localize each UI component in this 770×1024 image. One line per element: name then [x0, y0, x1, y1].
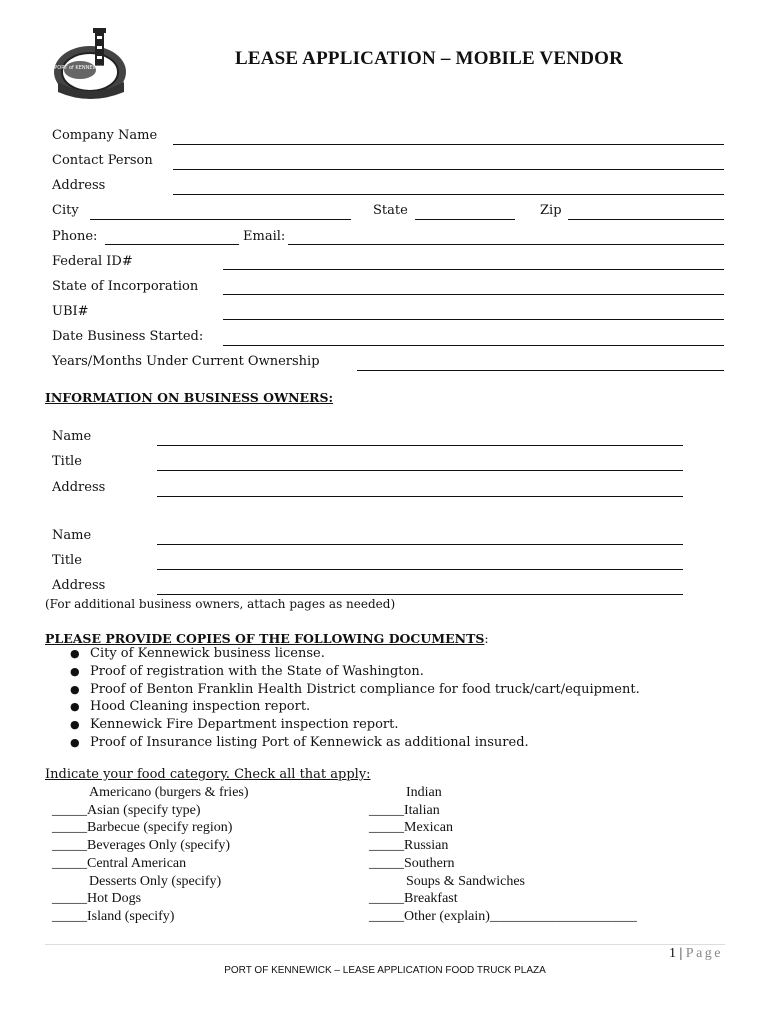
contact-person-label: Contact Person	[52, 153, 153, 168]
date-started-field[interactable]	[223, 345, 724, 346]
city-label: City	[52, 203, 79, 218]
food-option[interactable]: _____Italian	[369, 802, 440, 818]
food-option[interactable]: _____Mexican	[369, 820, 453, 836]
owner2-name-field[interactable]	[157, 544, 683, 545]
food-heading: Indicate your food category. Check all that apply:	[45, 767, 371, 782]
owners-note: (For additional business owners, attach pages as needed)	[45, 597, 396, 611]
date-started-label: Date Business Started:	[52, 329, 204, 344]
food-option[interactable]: _____Southern	[369, 855, 455, 871]
ownership-label: Years/Months Under Current Ownership	[52, 354, 320, 369]
email-label: Email:	[243, 229, 286, 244]
state-label: State	[373, 203, 408, 218]
food-option[interactable]: Desserts Only (specify)	[89, 873, 222, 889]
bullet-icon: ●	[70, 664, 80, 678]
phone-label: Phone:	[52, 229, 98, 244]
zip-field[interactable]	[568, 219, 724, 220]
federal-id-field[interactable]	[223, 269, 724, 270]
documents-heading-colon: :	[484, 631, 489, 646]
zip-label: Zip	[540, 203, 562, 218]
owner2-address-field[interactable]	[157, 594, 683, 595]
page-separator: |	[675, 946, 686, 961]
food-option[interactable]: Soups & Sandwiches	[406, 873, 525, 889]
email-field[interactable]	[288, 244, 724, 245]
owner1-address-field[interactable]	[157, 496, 683, 497]
footer-divider	[45, 944, 725, 945]
contact-person-field[interactable]	[173, 169, 724, 170]
food-option[interactable]: _____Central American	[52, 855, 187, 871]
food-left-column	[52, 784, 249, 926]
page-number	[669, 946, 723, 962]
footer-text: PORT OF KENNEWICK – LEASE APPLICATION FOOD TRUCK PLAZA	[224, 965, 546, 976]
company-name-field[interactable]	[173, 144, 724, 145]
state-field[interactable]	[415, 219, 515, 220]
food-option[interactable]: _____Asian (specify type)	[52, 802, 201, 818]
ownership-field[interactable]	[357, 370, 724, 371]
bullet-icon: ●	[70, 682, 80, 696]
owner2-name-label: Name	[52, 528, 92, 543]
state-incorporation-label: State of Incorporation	[52, 279, 199, 294]
food-option[interactable]: _____Hot Dogs	[52, 891, 142, 907]
food-option[interactable]: _____Beverages Only (specify)	[52, 838, 231, 854]
owner1-name-label: Name	[52, 429, 92, 444]
food-option[interactable]: _____Russian	[369, 838, 449, 854]
bullet-icon: ●	[70, 647, 80, 660]
federal-id-label: Federal ID#	[52, 254, 133, 269]
company-name-label: Company Name	[52, 128, 158, 143]
page-title: LEASE APPLICATION – MOBILE VENDOR	[234, 48, 624, 69]
ubi-field[interactable]	[223, 319, 724, 320]
food-option[interactable]: Americano (burgers & fries)	[89, 785, 249, 800]
document-item: ● Kennewick Fire Department inspection report.	[70, 717, 399, 733]
food-option[interactable]: _____Island (specify)	[52, 908, 175, 924]
owners-heading: INFORMATION ON BUSINESS OWNERS:	[45, 390, 334, 405]
food-option[interactable]: _____Barbecue (specify region)	[52, 820, 233, 836]
owner2-title-field[interactable]	[157, 569, 683, 570]
food-right-column	[369, 784, 637, 926]
food-option[interactable]: _____Breakfast	[369, 891, 458, 907]
logo-text: PORT of KENNEWICK	[54, 65, 106, 71]
food-option[interactable]: Indian	[406, 785, 442, 800]
documents-list	[70, 645, 640, 752]
document-item: ● Hood Cleaning inspection report.	[70, 699, 311, 715]
owner2-address-label: Address	[52, 578, 106, 593]
document-item: ● Proof of registration with the State of Washington.	[70, 663, 424, 679]
ubi-label: UBI#	[52, 304, 89, 319]
page-number-value: 1	[668, 946, 676, 961]
page-word: Page	[685, 946, 723, 961]
document-item: ● Proof of Insurance listing Port of Kennewick as additional insured.	[70, 734, 529, 750]
bullet-icon: ●	[70, 700, 80, 714]
bullet-icon: ●	[70, 735, 80, 749]
address-field[interactable]	[173, 194, 724, 195]
documents-heading: PLEASE PROVIDE COPIES OF THE FOLLOWING DOCUMENTS	[45, 631, 485, 646]
owner1-name-field[interactable]	[157, 445, 683, 446]
owner1-title-field[interactable]	[157, 470, 683, 471]
address-label: Address	[52, 178, 106, 193]
owner1-address-label: Address	[52, 480, 106, 495]
owner1-title-label: Title	[52, 454, 82, 469]
phone-field[interactable]	[105, 244, 239, 245]
document-item: ● City of Kennewick business license.	[70, 646, 325, 661]
document-item: ● Proof of Benton Franklin Health District compliance for food truck/cart/equipment.	[70, 681, 640, 697]
bullet-icon: ●	[70, 718, 80, 732]
food-option[interactable]: _____Other (explain)_____________________	[369, 908, 637, 924]
city-field[interactable]	[90, 219, 351, 220]
state-incorporation-field[interactable]	[223, 294, 724, 295]
owner2-title-label: Title	[52, 553, 82, 568]
